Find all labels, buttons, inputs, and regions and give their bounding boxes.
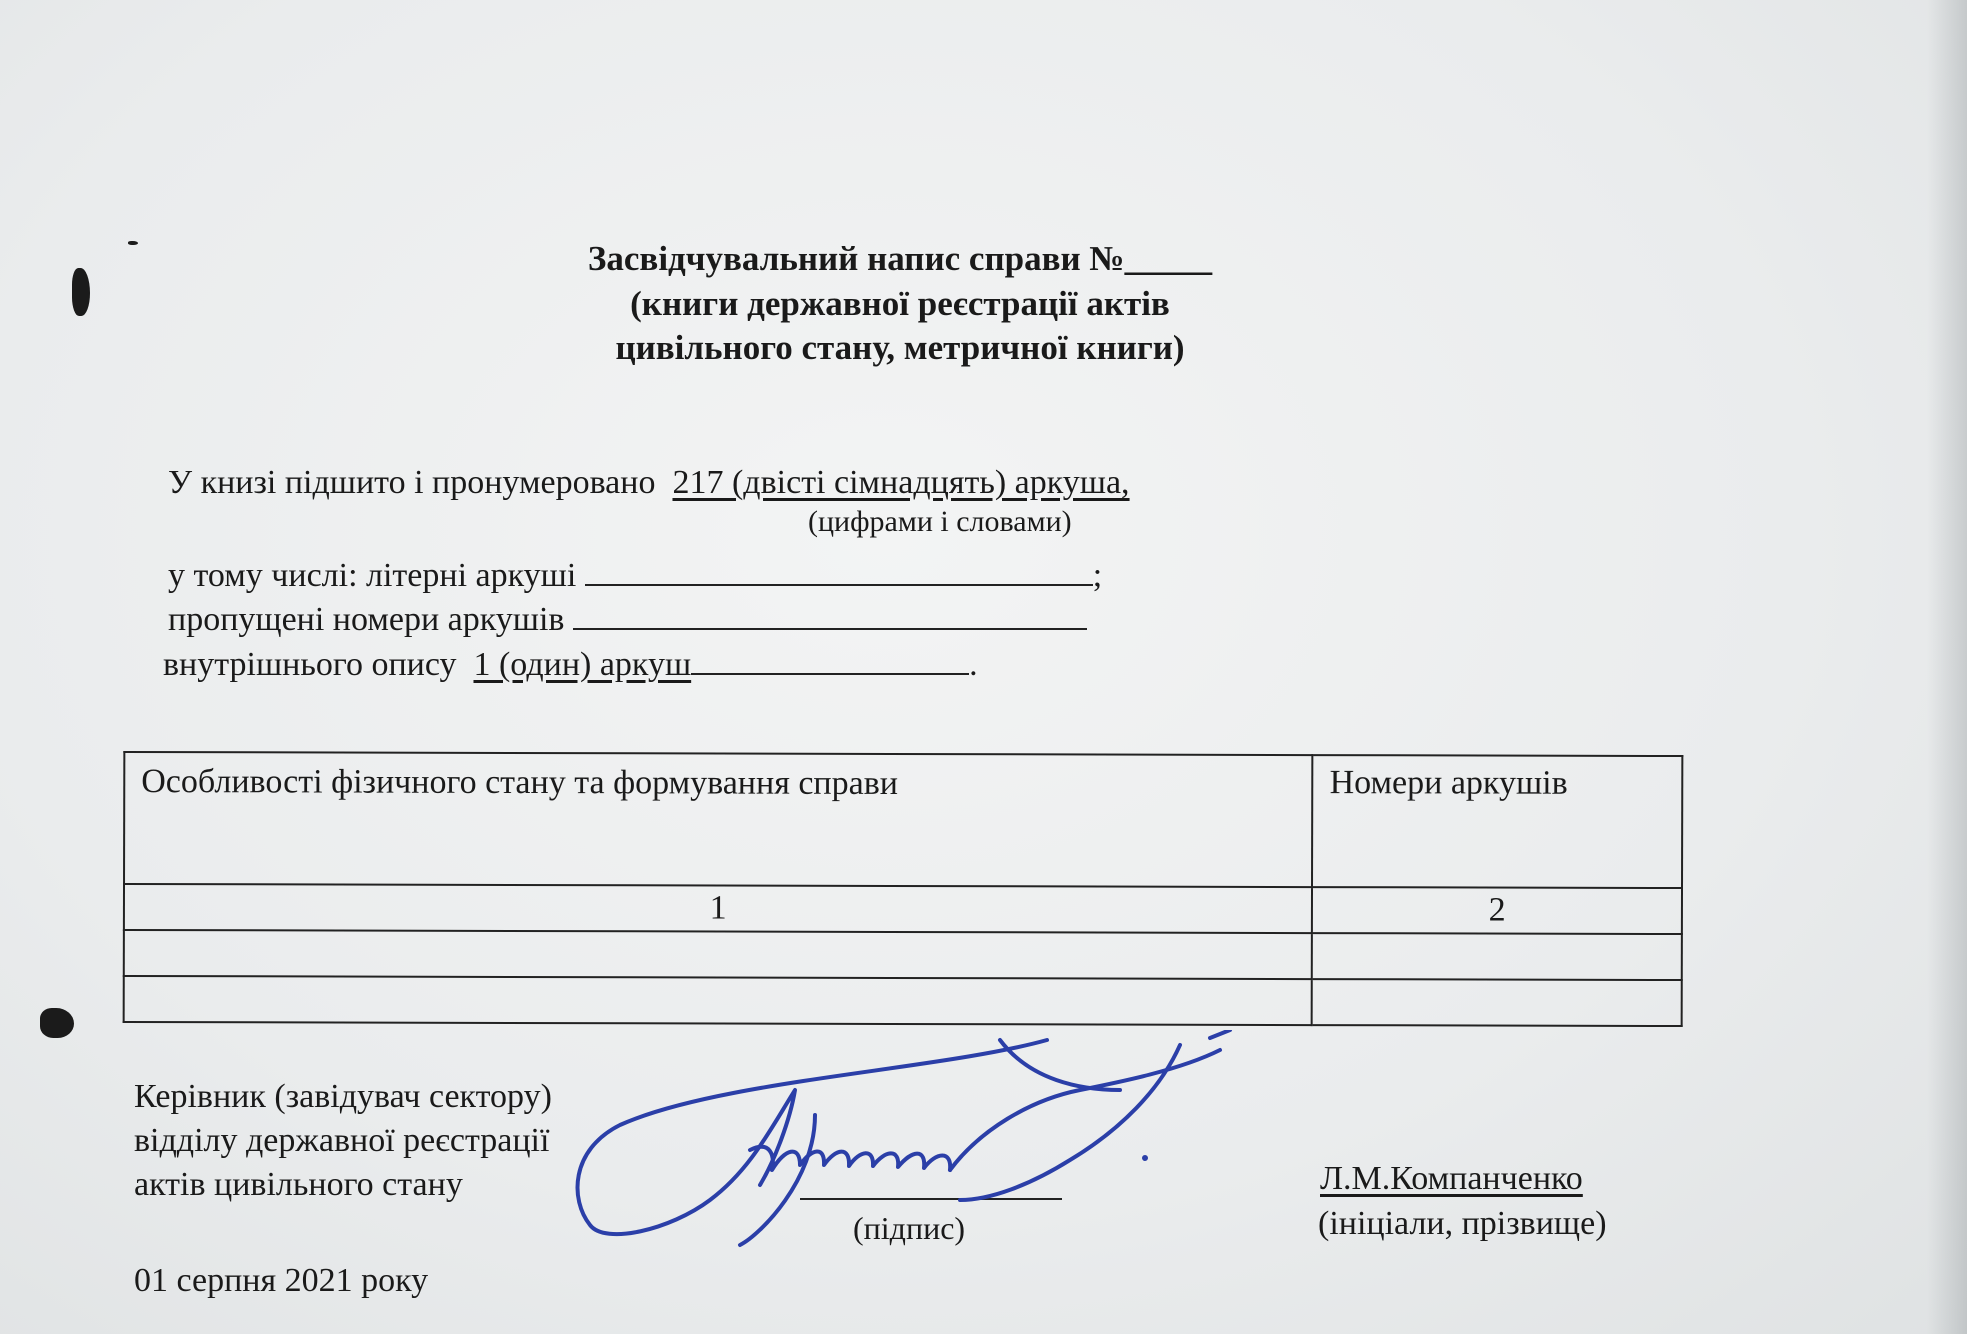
position-line-1: Керівник (завідувач сектору) [134,1078,552,1115]
table-row [124,930,1682,980]
table-cell [1312,979,1682,1026]
table-header-sheet-numbers: Номери аркушів [1312,755,1682,888]
table-header-condition: Особливості фізичного стану та формування справи [124,752,1313,887]
inner-inventory-end: . [969,646,978,683]
table-cell [124,976,1312,1025]
inner-inventory-line [163,643,978,684]
missing-numbers-line [168,598,1087,639]
sheets-count-hint: (цифрами і словами) [808,505,1072,538]
inner-inventory-blank [691,643,969,675]
table-row-column-numbers [124,884,1682,934]
table-header-row [124,752,1682,888]
page-edge-shadow [1927,0,1967,1334]
position-line-2: відділу державної реєстрації [134,1122,550,1159]
letter-sheets-line [168,554,1102,595]
inner-inventory-label: внутрішнього опису [163,646,457,683]
sheets-count-label: У книзі підшито і пронумеровано [168,464,656,501]
document-date: 01 серпня 2021 року [134,1262,429,1299]
table-cell [1312,933,1682,980]
letter-sheets-label: у тому числі: літерні аркуші [168,557,577,594]
column-number-2: 2 [1312,887,1682,934]
sheets-count-line [168,464,1130,502]
case-condition-table [123,751,1684,1027]
missing-numbers-label: пропущені номери аркушів [168,601,565,638]
inner-inventory-value: 1 (один) аркуш [473,646,692,683]
table-cell [124,930,1312,979]
table-row [124,976,1682,1026]
column-number-1: 1 [124,884,1312,933]
document-title-line-1: Засвідчувальний напис справи №_____ [587,239,1213,278]
letter-sheets-blank [585,554,1093,586]
signatory-name-hint: (ініціали, прізвище) [1318,1205,1607,1242]
position-line-3: актів цивільного стану [134,1166,463,1203]
punch-hole-bottom [40,1008,74,1038]
document-title-line-2: (книги державної реєстрації актів [630,284,1170,323]
document-title-line-3: цивільного стану, метричної книги) [615,328,1185,367]
handwritten-signature [560,1030,1280,1250]
signature-hint: (підпис) [853,1210,966,1246]
signatory-name: Л.М.Компанченко [1320,1160,1583,1197]
sheets-count-value: 217 (двісті сімнадцять) аркуша, [672,464,1130,501]
letter-sheets-end: ; [1092,557,1103,594]
missing-numbers-blank [573,598,1087,630]
